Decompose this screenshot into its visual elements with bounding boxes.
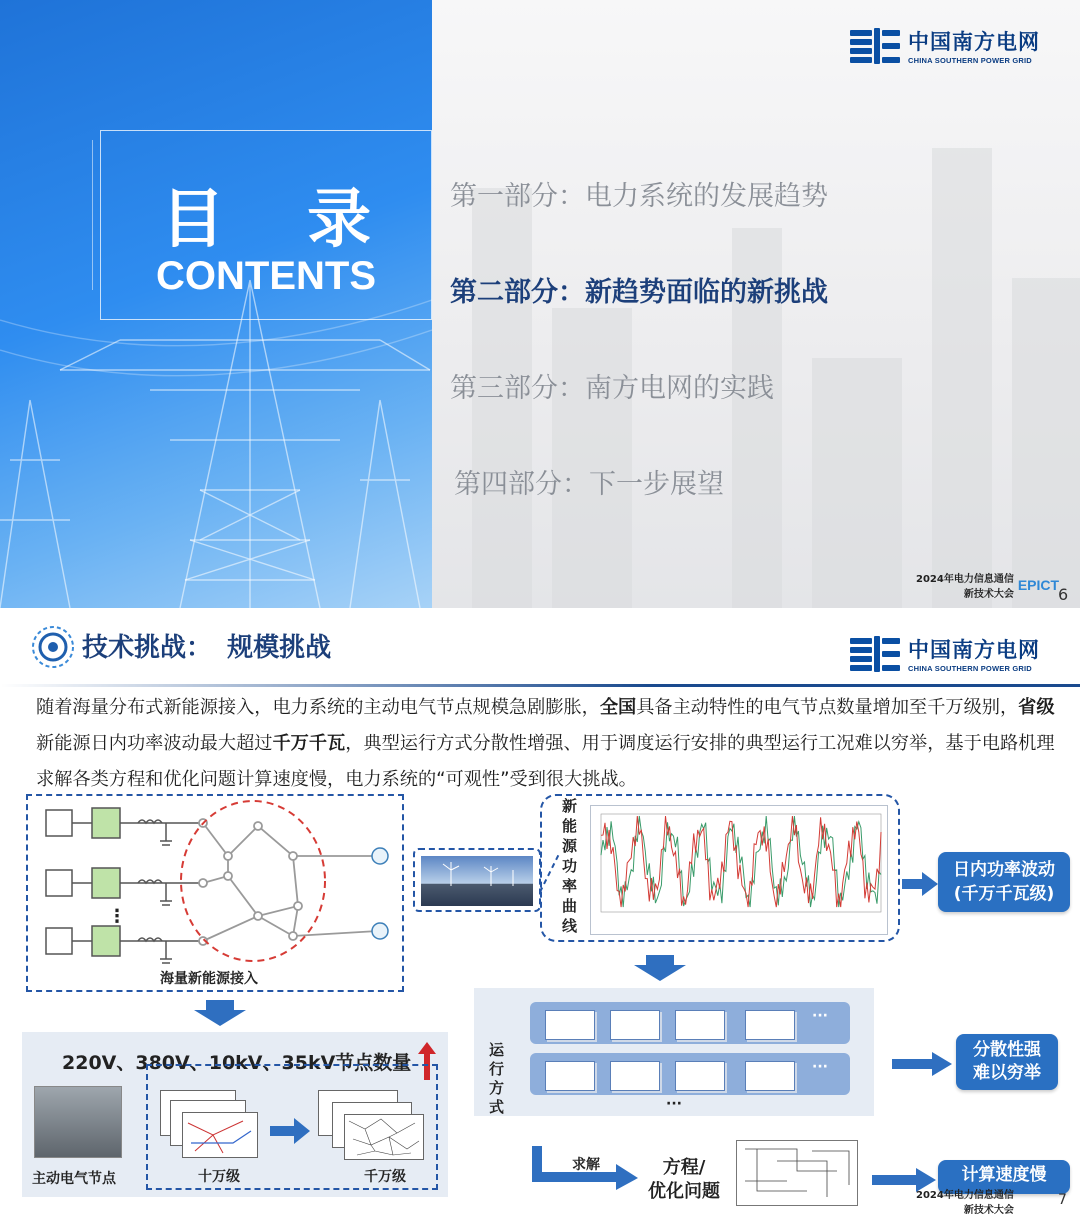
logo-name-cn: 中国南方电网 (908, 30, 1040, 54)
toc-item-2[interactable]: 第二部分：新趋势面临的新挑战 (450, 277, 828, 308)
conference-name-line2: 新技术大会 (963, 1205, 1014, 1216)
building (1012, 278, 1080, 608)
header-rule (0, 684, 1080, 687)
mode-thumbnail (745, 1061, 795, 1091)
gear-icon (30, 624, 76, 670)
para-text: 随着海量分布式新能源接入，电力系统的主动电气节点规模急剧膨胀， (36, 697, 600, 718)
network-thumb (344, 1114, 424, 1160)
solve-label: 求解 (572, 1157, 600, 1173)
conference-name-line1: 2024年电力信息通信 (916, 1190, 1014, 1201)
intraday-fluctuation-badge: 日内功率波动 (千万千瓦级) (938, 852, 1070, 912)
intro-paragraph (36, 690, 1056, 798)
conference-name-line2: 新技术大会 (963, 589, 1014, 600)
network-diagram-box (26, 794, 404, 992)
mode-thumbnail (675, 1061, 725, 1091)
mode-thumbnail (610, 1061, 660, 1091)
csg-logo (850, 26, 1040, 65)
vertical-dots: ⋮ (108, 906, 126, 927)
slide-contents (0, 0, 1080, 608)
power-curve-title: 新能源功率曲线 (560, 798, 578, 938)
mode-thumbnail (545, 1061, 595, 1091)
power-series-line (601, 816, 881, 907)
arrow-right-icon (892, 1052, 952, 1076)
toc-item-4[interactable]: 第四部分：下一步展望 (454, 469, 724, 500)
arrow-down-icon (192, 1000, 248, 1028)
power-curve-chart (590, 805, 888, 935)
csg-logo-icon (850, 636, 902, 672)
hundred-k-label: 十万级 (198, 1169, 240, 1185)
logo-name-en: CHINA SOUTHERN POWER GRID (908, 56, 1032, 65)
massive-access-label: 海量新能源接入 (160, 971, 258, 987)
operation-modes-label (486, 1022, 504, 1138)
epict-logo: EPICT (1017, 577, 1060, 593)
mode-thumbnail (745, 1010, 795, 1040)
arrow-right-icon (902, 872, 938, 896)
page-number: 6 (1058, 585, 1069, 604)
slide-title-main: 规模挑战 (227, 633, 332, 663)
arrow-right-icon (270, 1118, 310, 1144)
grid-network-illustration (28, 796, 402, 990)
contents-title-cn: 目 录 (160, 183, 402, 257)
toc-item-1[interactable]: 第一部分：电力系统的发展趋势 (450, 181, 828, 212)
equations-label: 方程/ 优化问题 (648, 1157, 720, 1202)
network-thumb (182, 1112, 258, 1158)
contents-title-en: CONTENTS (156, 254, 376, 298)
blue-panel (0, 0, 432, 608)
conference-mark (916, 570, 1059, 600)
conference-mark (916, 1186, 1014, 1216)
dispersion-badge: 分散性强 难以穷举 (956, 1034, 1058, 1090)
more-rows-ellipsis: ··· (666, 1096, 682, 1112)
csg-logo-icon (850, 28, 902, 64)
building (932, 148, 992, 608)
mode-thumbnail (610, 1010, 660, 1040)
substation-photo (34, 1086, 122, 1158)
mode-thumbnail (545, 1010, 595, 1040)
csg-logo (850, 634, 1040, 673)
slide-scale-challenge (0, 612, 1080, 1217)
logo-name-en: CHINA SOUTHERN POWER GRID (908, 664, 1032, 673)
slow-calc-badge: 计算速度慢 (938, 1160, 1070, 1194)
wind-solar-photo (421, 856, 533, 906)
ten-million-label: 千万级 (364, 1169, 406, 1185)
building (552, 308, 632, 608)
slide-title-prefix: 技术挑战： (82, 633, 213, 663)
operation-modes-title: 运行方式 (487, 1042, 505, 1118)
toc-item-3[interactable]: 第三部分：南方电网的实践 (450, 373, 774, 404)
para-text: 具备主动特性的电气节点数量增加至千万级别， (636, 697, 1019, 718)
row-ellipsis: ··· (812, 1008, 828, 1024)
active-nodes-label: 主动电气节点 (32, 1171, 116, 1187)
para-bold: 省级 (1018, 697, 1055, 718)
row-ellipsis: ··· (812, 1059, 828, 1075)
slide-title (82, 627, 331, 664)
mode-thumbnail (675, 1010, 725, 1040)
power-curve-label (560, 798, 578, 938)
logo-name-cn: 中国南方电网 (908, 638, 1040, 662)
node-count-label: 220V、380V、10kV、35kV节点数量 (62, 1052, 412, 1074)
para-bold: 全国 (599, 697, 637, 718)
circuit-diagram-thumb (736, 1140, 858, 1206)
para-bold: 千万千瓦 (272, 733, 346, 754)
page-number: 7 (1058, 1192, 1067, 1208)
building (812, 358, 902, 608)
para-text: 新能源日内功率波动最大超过 (36, 733, 273, 754)
power-curve-plot (591, 806, 887, 934)
conference-name-line1: 2024年电力信息通信 (916, 574, 1014, 585)
para-text: ，典型运行方式分散性增强、用于调度运行安排的典型运行工况难以穷举，基于电路机理求解各类方程和优化问题计算速度慢，电力系统的“可观性”受到很大挑战。 (36, 733, 1055, 790)
arrow-down-icon (632, 955, 688, 983)
